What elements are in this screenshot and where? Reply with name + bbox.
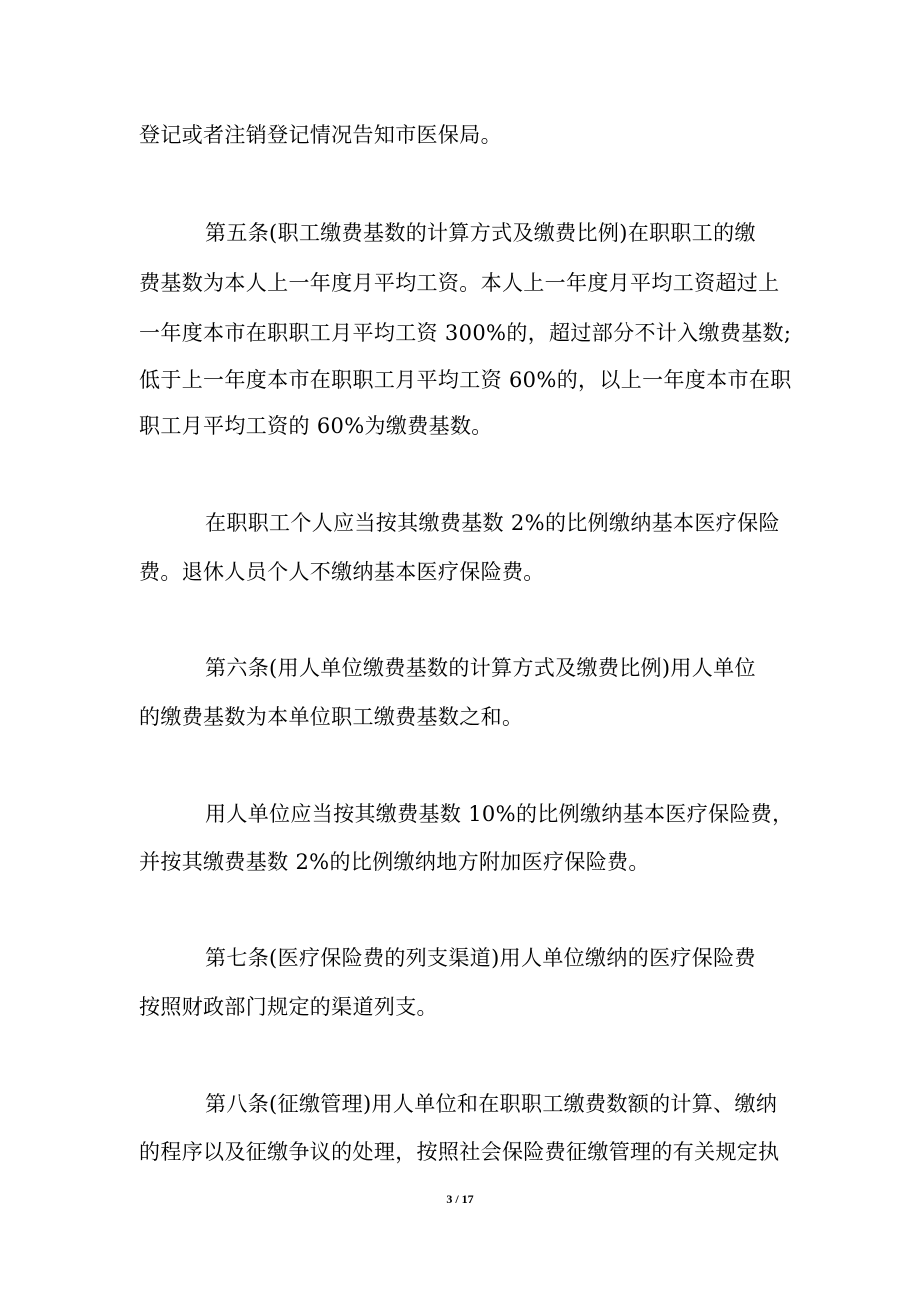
article-7-heading-line: 第七条(医疗保险费的列支渠道)用人单位缴纳的医疗保险费 — [205, 946, 756, 970]
paragraph-start-line: 在职职工个人应当按其缴费基数 2%的比例缴纳基本医疗保险 — [205, 511, 780, 535]
text-line: 的缴费基数为本单位职工缴费基数之和。 — [139, 705, 524, 729]
text-line: 费基数为本人上一年度月平均工资。本人上一年度月平均工资超过上 — [139, 271, 780, 295]
text-line: 一年度本市在职职工月平均工资 300%的，超过部分不计入缴费基数; — [139, 321, 792, 345]
text-line: 并按其缴费基数 2%的比例缴纳地方附加医疗保险费。 — [139, 850, 650, 874]
article-8-heading-line: 第八条(征缴管理)用人单位和在职职工缴费数额的计算、缴纳 — [205, 1092, 778, 1116]
article-5-heading-line: 第五条(职工缴费基数的计算方式及缴费比例)在职职工的缴 — [205, 221, 756, 245]
page-number: 3 / 17 — [446, 1192, 474, 1206]
text-line: 登记或者注销登记情况告知市医保局。 — [139, 123, 502, 147]
text-line: 按照财政部门规定的渠道列支。 — [139, 995, 438, 1019]
text-line: 低于上一年度本市在职职工月平均工资 60%的，以上一年度本市在职 — [139, 368, 792, 392]
text-line: 的程序以及征缴争议的处理，按照社会保险费征缴管理的有关规定执 — [139, 1140, 780, 1164]
text-line: 职工月平均工资的 60%为缴费基数。 — [139, 414, 493, 438]
text-line: 费。退休人员个人不缴纳基本医疗保险费。 — [139, 560, 545, 584]
paragraph-start-line: 用人单位应当按其缴费基数 10%的比例缴纳基本医疗保险费， — [205, 802, 794, 826]
article-6-heading-line: 第六条(用人单位缴费基数的计算方式及缴费比例)用人单位 — [205, 656, 756, 680]
